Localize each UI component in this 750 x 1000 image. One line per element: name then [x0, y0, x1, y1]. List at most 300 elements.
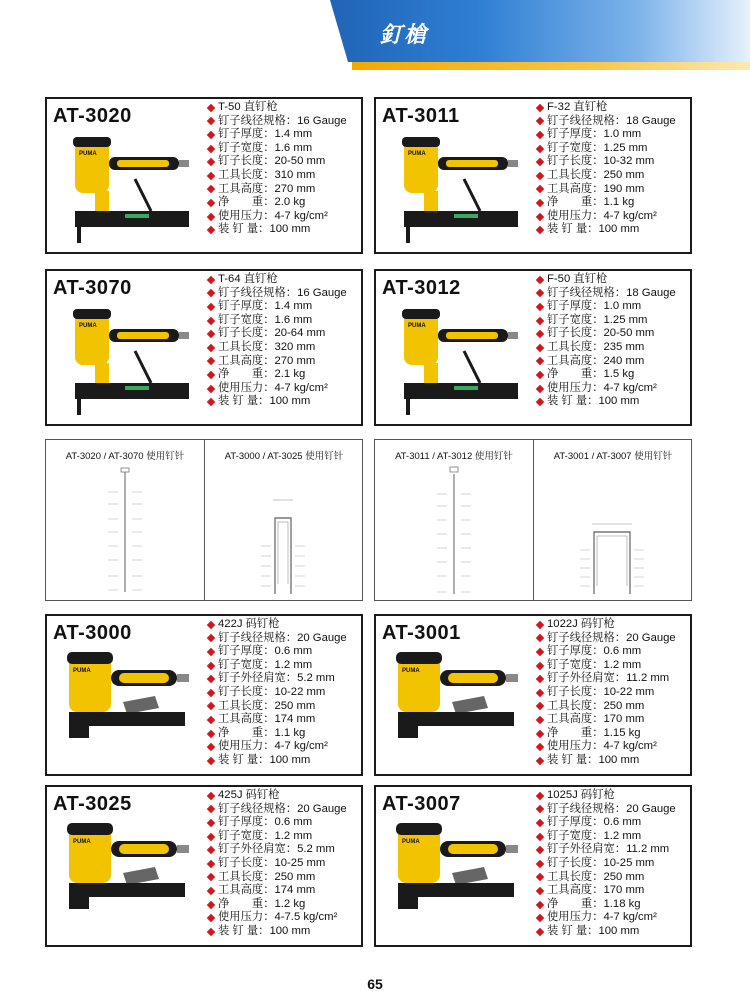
spec-text: 使用压力：4-7 kg/cm² [547, 381, 657, 394]
spec-item [536, 273, 676, 287]
red-diamond-bullet-icon [207, 357, 215, 365]
red-diamond-bullet-icon [536, 144, 544, 152]
panel-title: AT-3000 / AT-3025 使用钉针 [224, 451, 344, 462]
red-diamond-bullet-icon [536, 226, 544, 234]
spec-text: 使用压力：4-7.5 kg/cm² [218, 911, 338, 924]
red-diamond-bullet-icon [207, 226, 215, 234]
brad-nailer-image [55, 133, 203, 251]
red-diamond-bullet-icon [207, 199, 215, 207]
spec-text: 工具高度：190 mm [547, 182, 645, 195]
red-diamond-bullet-icon [207, 661, 215, 669]
spec-item [536, 618, 676, 632]
spec-text: 钉子宽度：1.2 mm [547, 829, 642, 842]
spec-text: 钉子厚度：0.6 mm [547, 645, 642, 658]
header-stripe [352, 62, 750, 70]
red-diamond-bullet-icon [536, 634, 544, 642]
panel-title: AT-3001 / AT-3007 使用钉针 [553, 451, 673, 462]
spec-text: 钉子线径规格：20 Gauge [547, 802, 676, 815]
spec-item [207, 115, 347, 129]
red-diamond-bullet-icon [207, 846, 215, 854]
red-diamond-bullet-icon [207, 276, 215, 284]
spec-item [536, 142, 676, 156]
spec-text: 钉子长度：20-50 mm [218, 155, 326, 168]
red-diamond-bullet-icon [207, 729, 215, 737]
red-diamond-bullet-icon [207, 702, 215, 710]
spec-text: 工具长度：320 mm [218, 340, 316, 353]
red-diamond-bullet-icon [207, 756, 215, 764]
spec-text: 装 钉 量：100 mm [218, 395, 311, 408]
spec-text: 钉子长度：20-64 mm [218, 327, 326, 340]
staple-diagram [205, 464, 363, 600]
spec-text: 装 钉 量：100 mm [218, 924, 311, 937]
stapler-image [55, 821, 203, 939]
red-diamond-bullet-icon [207, 716, 215, 724]
spec-item [536, 754, 676, 768]
spec-item [536, 740, 676, 754]
spec-text: 钉子宽度：1.6 mm [218, 313, 313, 326]
spec-text: 装 钉 量：100 mm [547, 395, 640, 408]
spec-item [536, 115, 676, 129]
red-diamond-bullet-icon [207, 371, 215, 379]
model-number: AT-3025 [53, 793, 132, 815]
red-diamond-bullet-icon [536, 860, 544, 868]
spec-item [207, 142, 347, 156]
spec-item [536, 925, 676, 939]
spec-text: 钉子宽度：1.6 mm [218, 141, 313, 154]
spec-item [536, 341, 676, 355]
product-card [45, 785, 363, 947]
spec-text: 422J 码钉枪 [218, 618, 280, 630]
spec-item [536, 395, 676, 409]
red-diamond-bullet-icon [207, 131, 215, 139]
spec-text: 工具高度：240 mm [547, 354, 645, 367]
spec-text: 钉子宽度：1.25 mm [547, 141, 648, 154]
spec-item [207, 101, 347, 115]
spec-list [536, 789, 676, 939]
page-title: 釘槍 [380, 23, 429, 48]
spec-text: 钉子长度：10-32 mm [547, 155, 655, 168]
red-diamond-bullet-icon [207, 303, 215, 311]
spec-text: 钉子长度：10-22 mm [218, 685, 326, 698]
spec-item [207, 884, 347, 898]
spec-item [536, 672, 676, 686]
spec-item [536, 843, 676, 857]
model-number: AT-3000 [53, 622, 132, 644]
red-diamond-bullet-icon [207, 860, 215, 868]
model-number: AT-3070 [53, 277, 132, 299]
spec-text: 工具长度：250 mm [547, 168, 645, 181]
spec-text: 净 重：2.0 kg [218, 196, 306, 209]
red-diamond-bullet-icon [536, 117, 544, 125]
spec-item [207, 857, 347, 871]
spec-item [536, 686, 676, 700]
spec-item [207, 327, 347, 341]
spec-item [207, 155, 347, 169]
spec-item [536, 871, 676, 885]
spec-text: 使用压力：4-7 kg/cm² [547, 209, 657, 222]
product-card [45, 97, 363, 254]
red-diamond-bullet-icon [536, 689, 544, 697]
spec-text: 钉子宽度：1.2 mm [218, 829, 313, 842]
spec-item [207, 789, 347, 803]
red-diamond-bullet-icon [536, 303, 544, 311]
red-diamond-bullet-icon [207, 172, 215, 180]
spec-item [536, 857, 676, 871]
red-diamond-bullet-icon [536, 199, 544, 207]
red-diamond-bullet-icon [536, 729, 544, 737]
spec-item [207, 672, 347, 686]
red-diamond-bullet-icon [207, 743, 215, 751]
spec-text: 装 钉 量：100 mm [547, 924, 640, 937]
spec-text: 钉子厚度：0.6 mm [218, 816, 313, 829]
spec-text: 钉子厚度：1.0 mm [547, 128, 642, 141]
spec-item [207, 700, 347, 714]
spec-text: 净 重：1.1 kg [547, 196, 635, 209]
spec-item [207, 341, 347, 355]
spec-item [207, 659, 347, 673]
spec-item [207, 395, 347, 409]
red-diamond-bullet-icon [536, 927, 544, 935]
spec-item [536, 183, 676, 197]
stapler-image [55, 650, 203, 768]
red-diamond-bullet-icon [536, 621, 544, 629]
product-card [374, 785, 692, 947]
red-diamond-bullet-icon [207, 805, 215, 813]
spec-item [207, 843, 347, 857]
red-diamond-bullet-icon [207, 158, 215, 166]
brand-label: PUMA [408, 323, 426, 329]
spec-list [207, 618, 347, 768]
product-card [374, 97, 692, 254]
spec-item [536, 355, 676, 369]
spec-text: 钉子宽度：1.2 mm [547, 658, 642, 671]
spec-text: 装 钉 量：100 mm [547, 223, 640, 236]
spec-text: 钉子厚度：0.6 mm [218, 645, 313, 658]
spec-item [536, 727, 676, 741]
spec-item [207, 632, 347, 646]
spec-text: 工具长度：250 mm [547, 699, 645, 712]
spec-item [536, 223, 676, 237]
stapler-image [384, 650, 532, 768]
red-diamond-bullet-icon [536, 900, 544, 908]
red-diamond-bullet-icon [207, 819, 215, 827]
page-number: 65 [367, 976, 383, 992]
red-diamond-bullet-icon [207, 289, 215, 297]
spec-text: 钉子线径规格：20 Gauge [218, 631, 347, 644]
spec-list [536, 101, 676, 237]
red-diamond-bullet-icon [207, 914, 215, 922]
spec-item [536, 155, 676, 169]
spec-text: 装 钉 量：100 mm [547, 753, 640, 766]
red-diamond-bullet-icon [207, 330, 215, 338]
spec-item [207, 686, 347, 700]
spec-list [536, 273, 676, 409]
spec-item [207, 618, 347, 632]
red-diamond-bullet-icon [207, 675, 215, 683]
red-diamond-bullet-icon [207, 927, 215, 935]
spec-text: 钉子宽度：1.2 mm [218, 658, 313, 671]
spec-item [536, 898, 676, 912]
spec-item [536, 645, 676, 659]
spec-text: 工具高度：270 mm [218, 354, 316, 367]
red-diamond-bullet-icon [536, 131, 544, 139]
spec-text: 使用压力：4-7 kg/cm² [547, 740, 657, 753]
spec-item [207, 273, 347, 287]
spec-text: 钉子线径规格：20 Gauge [547, 631, 676, 644]
red-diamond-bullet-icon [536, 357, 544, 365]
spec-item [207, 898, 347, 912]
red-diamond-bullet-icon [536, 104, 544, 112]
brad-nailer-image [55, 305, 203, 423]
spec-item [536, 789, 676, 803]
nail-panel [45, 439, 363, 601]
spec-text: 钉子厚度：1.0 mm [547, 300, 642, 313]
red-diamond-bullet-icon [536, 846, 544, 854]
brand-label: PUMA [402, 839, 420, 845]
spec-item [536, 659, 676, 673]
red-diamond-bullet-icon [207, 900, 215, 908]
spec-text: 工具长度：250 mm [218, 870, 316, 883]
red-diamond-bullet-icon [536, 832, 544, 840]
spec-item [207, 355, 347, 369]
red-diamond-bullet-icon [536, 805, 544, 813]
spec-item [207, 740, 347, 754]
brand-label: PUMA [79, 323, 97, 329]
product-card [45, 614, 363, 776]
spec-text: 425J 码钉枪 [218, 789, 280, 801]
red-diamond-bullet-icon [536, 756, 544, 764]
red-diamond-bullet-icon [536, 384, 544, 392]
spec-item [536, 816, 676, 830]
red-diamond-bullet-icon [536, 702, 544, 710]
spec-item [536, 210, 676, 224]
spec-text: T-50 直钉枪 [218, 101, 278, 113]
red-diamond-bullet-icon [207, 384, 215, 392]
header-band [300, 0, 750, 62]
spec-item [536, 382, 676, 396]
red-diamond-bullet-icon [207, 212, 215, 220]
spec-list [207, 273, 347, 409]
spec-text: 钉子外径肩宽：11.2 mm [547, 843, 670, 856]
spec-item [207, 713, 347, 727]
spec-text: 工具长度：250 mm [547, 870, 645, 883]
spec-item [207, 871, 347, 885]
red-diamond-bullet-icon [536, 792, 544, 800]
spec-text: 钉子厚度：1.4 mm [218, 300, 313, 313]
spec-text: 钉子外径肩宽：11.2 mm [547, 672, 670, 685]
spec-text: 净 重：2.1 kg [218, 368, 306, 381]
spec-item [207, 803, 347, 817]
red-diamond-bullet-icon [536, 819, 544, 827]
spec-text: 钉子线径规格：18 Gauge [547, 286, 676, 299]
spec-item [207, 223, 347, 237]
red-diamond-bullet-icon [536, 661, 544, 669]
red-diamond-bullet-icon [207, 104, 215, 112]
panel-title: AT-3011 / AT-3012 使用钉针 [395, 451, 513, 462]
spec-item [207, 754, 347, 768]
spec-item [207, 382, 347, 396]
spec-text: 工具长度：250 mm [218, 699, 316, 712]
red-diamond-bullet-icon [207, 792, 215, 800]
red-diamond-bullet-icon [207, 144, 215, 152]
red-diamond-bullet-icon [536, 873, 544, 881]
spec-text: 净 重：1.1 kg [218, 726, 306, 739]
model-number: AT-3020 [53, 105, 132, 127]
spec-text: 净 重：1.15 kg [547, 726, 641, 739]
red-diamond-bullet-icon [536, 675, 544, 683]
spec-item [207, 925, 347, 939]
panel-title: AT-3020 / AT-3070 使用钉针 [65, 451, 185, 462]
spec-item [207, 368, 347, 382]
spec-item [536, 911, 676, 925]
red-diamond-bullet-icon [207, 621, 215, 629]
spec-text: 使用压力：4-7 kg/cm² [218, 740, 328, 753]
spec-item [536, 128, 676, 142]
spec-text: 钉子线径规格：18 Gauge [547, 114, 676, 127]
model-number: AT-3012 [382, 277, 461, 299]
red-diamond-bullet-icon [536, 212, 544, 220]
red-diamond-bullet-icon [207, 689, 215, 697]
spec-item [536, 314, 676, 328]
red-diamond-bullet-icon [207, 344, 215, 352]
model-number: AT-3011 [382, 105, 460, 127]
brad-nailer-image [384, 305, 532, 423]
spec-text: 净 重：1.5 kg [547, 368, 635, 381]
spec-item [536, 632, 676, 646]
spec-text: 工具高度：270 mm [218, 182, 316, 195]
spec-text: F-32 直钉枪 [547, 101, 608, 113]
spec-text: 工具高度：174 mm [218, 713, 316, 726]
spec-item [207, 210, 347, 224]
red-diamond-bullet-icon [536, 276, 544, 284]
red-diamond-bullet-icon [536, 743, 544, 751]
spec-item [536, 803, 676, 817]
spec-text: 净 重：1.18 kg [547, 897, 641, 910]
spec-item [536, 884, 676, 898]
red-diamond-bullet-icon [536, 330, 544, 338]
spec-text: 工具长度：235 mm [547, 340, 645, 353]
spec-text: T-64 直钉枪 [218, 273, 278, 285]
product-card [374, 614, 692, 776]
product-card [45, 269, 363, 426]
spec-text: 使用压力：4-7 kg/cm² [218, 381, 328, 394]
spec-text: 工具高度：174 mm [218, 884, 316, 897]
red-diamond-bullet-icon [207, 634, 215, 642]
brand-label: PUMA [73, 839, 91, 845]
spec-item [207, 287, 347, 301]
brand-label: PUMA [79, 151, 97, 157]
spec-text: 装 钉 量：100 mm [218, 223, 311, 236]
spec-text: 净 重：1.2 kg [218, 897, 306, 910]
spec-text: 钉子外径肩宽：5.2 mm [218, 672, 335, 685]
spec-text: 钉子线径规格：20 Gauge [218, 802, 347, 815]
staple-diagram [534, 464, 692, 600]
spec-text: 钉子厚度：1.4 mm [218, 128, 313, 141]
red-diamond-bullet-icon [207, 316, 215, 324]
spec-text: 使用压力：4-7 kg/cm² [547, 911, 657, 924]
spec-text: 钉子长度：10-25 mm [547, 856, 655, 869]
model-number: AT-3001 [382, 622, 461, 644]
spec-text: 钉子厚度：0.6 mm [547, 816, 642, 829]
brad-nailer-image [384, 133, 532, 251]
spec-item [207, 816, 347, 830]
spec-text: F-50 直钉枪 [547, 273, 608, 285]
red-diamond-bullet-icon [536, 172, 544, 180]
nail-panel [374, 439, 692, 601]
spec-text: 1025J 码钉枪 [547, 789, 615, 801]
product-card [374, 269, 692, 426]
spec-text: 钉子长度：20-50 mm [547, 327, 655, 340]
red-diamond-bullet-icon [536, 914, 544, 922]
brad-nail-diagram [375, 464, 533, 600]
red-diamond-bullet-icon [536, 289, 544, 297]
model-number: AT-3007 [382, 793, 461, 815]
spec-list [207, 101, 347, 237]
brad-nail-diagram [46, 464, 204, 600]
red-diamond-bullet-icon [207, 117, 215, 125]
spec-text: 使用压力：4-7 kg/cm² [218, 209, 328, 222]
spec-text: 钉子外径肩宽：5.2 mm [218, 843, 335, 856]
stapler-image [384, 821, 532, 939]
spec-item [207, 169, 347, 183]
spec-text: 钉子线径规格：16 Gauge [218, 286, 347, 299]
spec-text: 钉子长度：10-22 mm [547, 685, 655, 698]
spec-text: 钉子长度：10-25 mm [218, 856, 326, 869]
spec-item [207, 128, 347, 142]
red-diamond-bullet-icon [536, 648, 544, 656]
spec-text: 工具高度：170 mm [547, 713, 645, 726]
red-diamond-bullet-icon [536, 185, 544, 193]
red-diamond-bullet-icon [536, 371, 544, 379]
red-diamond-bullet-icon [536, 344, 544, 352]
spec-item [536, 368, 676, 382]
brand-label: PUMA [73, 668, 91, 674]
brand-label: PUMA [402, 668, 420, 674]
red-diamond-bullet-icon [207, 185, 215, 193]
spec-text: 工具长度：310 mm [218, 168, 316, 181]
spec-text: 1022J 码钉枪 [547, 618, 615, 630]
spec-item [207, 911, 347, 925]
red-diamond-bullet-icon [536, 398, 544, 406]
spec-item [207, 183, 347, 197]
spec-text: 钉子宽度：1.25 mm [547, 313, 648, 326]
spec-item [207, 196, 347, 210]
spec-item [536, 327, 676, 341]
spec-item [207, 314, 347, 328]
spec-text: 装 钉 量：100 mm [218, 753, 311, 766]
red-diamond-bullet-icon [207, 832, 215, 840]
spec-item [536, 196, 676, 210]
spec-item [536, 700, 676, 714]
red-diamond-bullet-icon [536, 716, 544, 724]
spec-list [207, 789, 347, 939]
spec-item [536, 830, 676, 844]
spec-item [207, 830, 347, 844]
spec-item [536, 287, 676, 301]
spec-text: 工具高度：170 mm [547, 884, 645, 897]
spec-item [207, 300, 347, 314]
red-diamond-bullet-icon [207, 887, 215, 895]
spec-item [536, 101, 676, 115]
spec-item [536, 300, 676, 314]
red-diamond-bullet-icon [207, 873, 215, 881]
spec-item [536, 169, 676, 183]
red-diamond-bullet-icon [536, 316, 544, 324]
spec-item [207, 727, 347, 741]
spec-list [536, 618, 676, 768]
red-diamond-bullet-icon [536, 158, 544, 166]
red-diamond-bullet-icon [536, 887, 544, 895]
